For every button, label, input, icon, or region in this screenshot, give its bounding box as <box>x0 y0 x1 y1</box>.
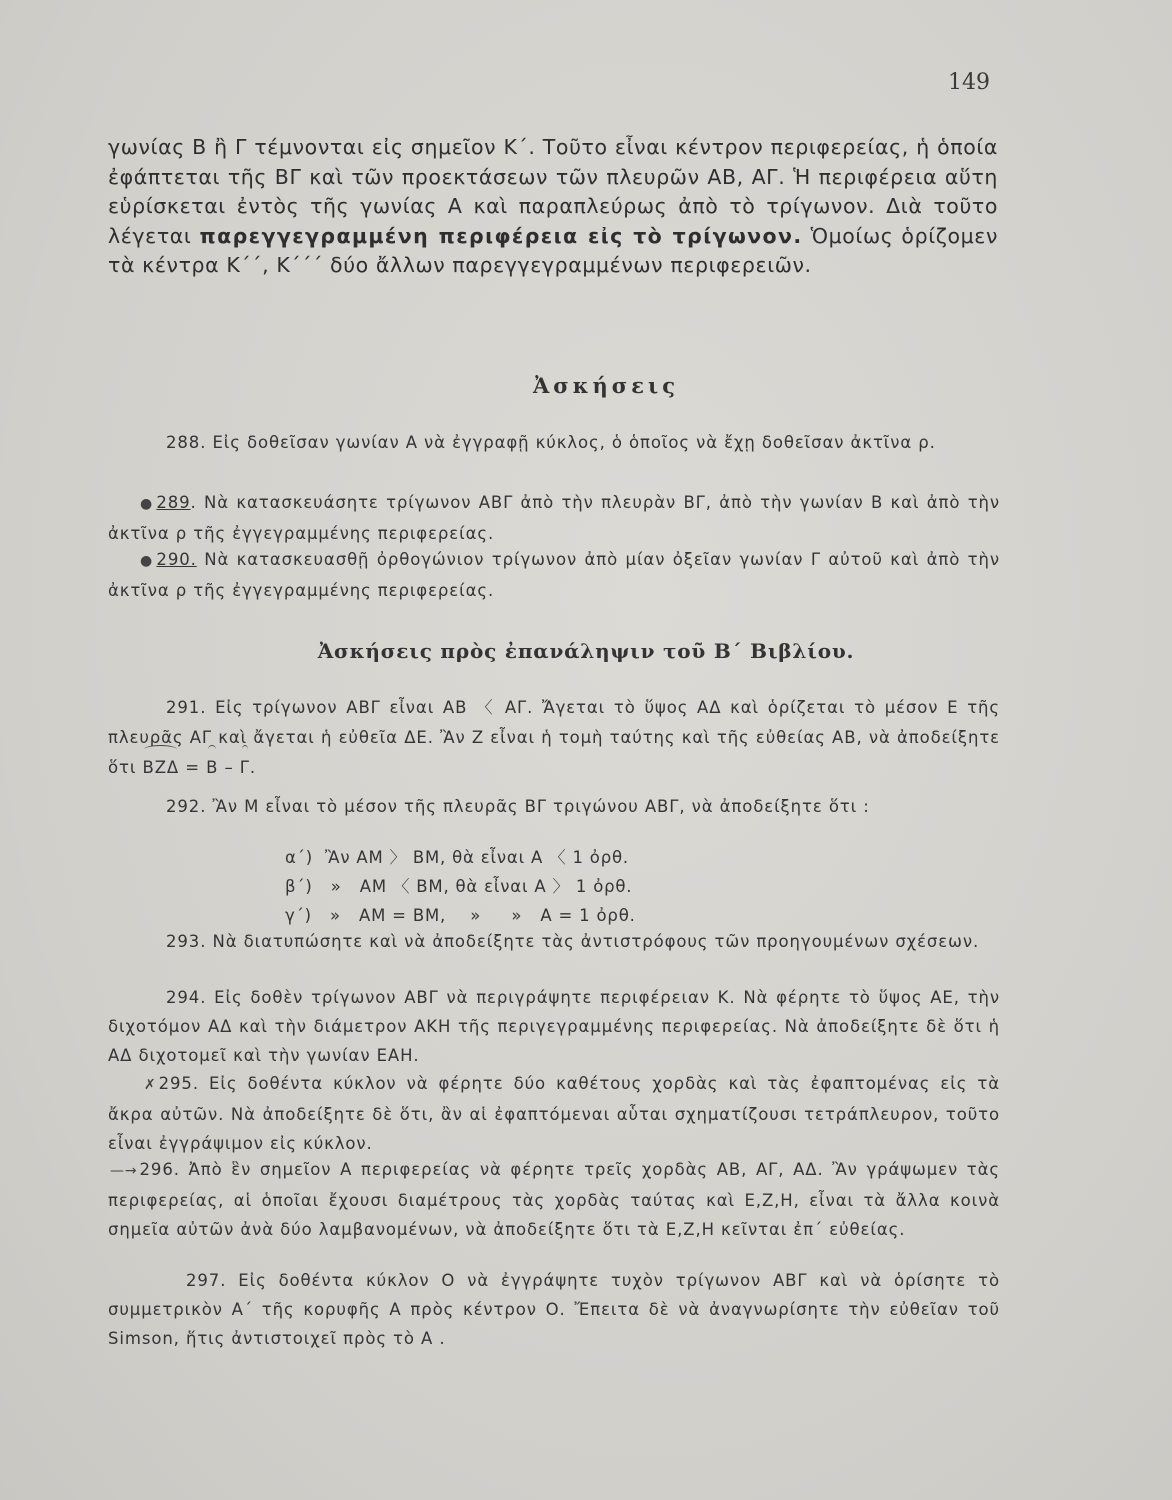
exercise-288-text: 288. Εἰς δοθεῖσαν γωνίαν Α νὰ ἐγγραφῇ κύκλος, ὁ ὁποῖος νὰ ἔχῃ δοθεῖσαν ἀκτῖνα ρ. <box>166 433 936 452</box>
angle-b: Β <box>206 753 218 783</box>
equals-sign: = <box>179 758 207 777</box>
exercise-295-text: 295. Εἰς δοθέντα κύκλον νὰ φέρητε δύο καθέτους χορδὰς καὶ τὰς ἐφαπτομένας εἰς τὰ ἄκρα αὐτῶν. Νὰ ἀποδείξητε δὲ ὅτι, ἂν αἱ ἐφαπτόμεναι αὗται σχηματίζουσι τετράπλευρον, τοῦτο εἶναι ἐγγράψιμον εἰς κύκλον. <box>108 1074 1000 1154</box>
exercise-294-text: 294. Εἰς δοθὲν τρίγωνον ΑΒΓ νὰ περιγράψητε περιφέρειαν Κ. Νὰ φέρητε τὸ ὕψος ΑΕ, τὴν διχοτόμον ΑΔ καὶ τὴν διάμετρον ΑΚΗ τῆς περιγεγραμμένης περιφερείας. Νὰ ἀποδείξητε δὲ ὅτι ἡ ΑΔ διχοτομεῖ καὶ τὴν γωνίαν ΕΑΗ. <box>108 988 1000 1066</box>
period: . <box>249 758 257 777</box>
exercise-293-text: 293. Νὰ διατυπώσητε καὶ νὰ ἀποδείξητε τὰς ἀντιστρόφους τῶν προηγουμένων σχέσεων. <box>166 932 980 951</box>
exercise-297 <box>108 1266 1000 1354</box>
exercises-heading: Ἀσκήσεις <box>533 373 679 398</box>
exercise-289-number: 289 <box>156 493 191 512</box>
exercise-296 <box>108 1155 1000 1245</box>
intro-bold-term: παρεγγεγραμμένη περιφέρεια εἰς τὸ τρίγωνον. <box>199 223 803 248</box>
minus-sign: – <box>218 758 240 777</box>
angle-g: Γ <box>240 753 250 783</box>
intro-paragraph <box>108 133 998 281</box>
case-b: β΄) » ΑΜ 〈 ΒΜ, θὰ εἶναι Α 〉 1 ὀρθ. <box>285 877 633 896</box>
case-c: γ΄) » ΑΜ = ΒΜ, » » Α = 1 ὀρθ. <box>285 906 636 925</box>
exercise-291 <box>108 693 1000 783</box>
exercise-296-text: 296. Ἀπὸ ἓν σημεῖον Α περιφερείας νὰ φέρητε τρεῖς χορδὰς ΑΒ, ΑΓ, ΑΔ. Ἂν γράψωμεν τὰς περιφερείας, αἱ ὁποῖαι ἔχουσι διαμέτρους τὰς χορδὰς ταύτας καὶ Ε,Ζ,Η, εἶναι τὰ ἄλλα κοινὰ σημεῖα αὐτῶν ἀνὰ δύο λαμβανομένων, νὰ ἀποδείξητε ὅτι τὰ Ε,Ζ,Η κεῖνται ἐπ΄ εὐθείας. <box>108 1160 1000 1240</box>
exercise-289-text: . Νὰ κατασκευάσητε τρίγωνον ΑΒΓ ἀπὸ τὴν πλευρὰν ΒΓ, ἀπὸ τὴν γωνίαν Β καὶ ἀπὸ τὴν ἀκτῖνα ρ τῆς ἐγγεγραμμένης περιφερείας. <box>108 493 1001 544</box>
review-exercises-heading: Ἀσκήσεις πρὸς ἐπανάληψιν τοῦ Β΄ Βιβλίου. <box>317 639 855 663</box>
bullet-mark-icon: ● <box>140 496 155 512</box>
exercise-292-cases <box>285 843 636 930</box>
exercise-293 <box>108 927 1000 956</box>
exercise-291-text: 291. Εἰς τρίγωνον ΑΒΓ εἶναι ΑΒ 〈 ΑΓ. Ἄγεται τὸ ὕψος ΑΔ καὶ ὁρίζεται τὸ μέσον Ε τῆς πλευρᾶς ΑΓ καὶ ἄγεται ἡ εὐθεῖα ΔΕ. Ἂν Ζ εἶναι ἡ τομὴ ταύτης καὶ τῆς εὐθείας ΑΒ, νὰ ἀποδείξητε ὅτι <box>108 698 1000 777</box>
cross-mark-icon: ✗ <box>144 1077 157 1093</box>
exercise-289 <box>108 488 1000 548</box>
exercise-290 <box>108 545 1000 605</box>
exercise-292-text: 292. Ἂν Μ εἶναι τὸ μέσον τῆς πλευρᾶς ΒΓ τριγώνου ΑΒΓ, νὰ ἀποδείξητε ὅτι : <box>166 797 870 816</box>
exercise-292 <box>108 792 1000 821</box>
exercise-297-text: 297. Εἰς δοθέντα κύκλον Ο νὰ ἐγγράψητε τυχὸν τρίγωνον ΑΒΓ καὶ νὰ ὁρίσητε τὸ συμμετρικὸν Α΄ τῆς κορυφῆς Α πρὸς κέντρον Ο. Ἔπειτα δὲ νὰ ἀναγνωρίσητε τὴν εὐθεῖαν τοῦ Simson, ἥτις ἀντιστοιχεῖ πρὸς τὸ Α . <box>108 1271 1000 1349</box>
angle-bzd: ΒΖΔ <box>142 753 179 783</box>
case-a: α΄) Ἂν ΑΜ 〉 ΒΜ, θὰ εἶναι Α 〈 1 ὀρθ. <box>285 848 629 867</box>
exercise-294 <box>108 983 1000 1071</box>
exercise-290-number: 290. <box>156 550 197 569</box>
exercise-295 <box>108 1069 1000 1159</box>
intro-text-2: Ὁμοίως ὁρίζομεν τὰ κέντρα Κ΄΄, Κ΄΄΄ δύο ἄλλων παρεγγεγραμμένων περιφερειῶν. <box>108 223 998 278</box>
intro-text-1: γωνίας Β ἢ Γ τέμνονται εἰς σημεῖον Κ΄. Τοῦτο εἶναι κέντρον περιφερείας, ἡ ὁποία ἐφάπτεται τῆς ΒΓ καὶ τῶν προεκτάσεων τῶν πλευρῶν ΑΒ, ΑΓ. Ἡ περιφέρεια αὕτη εὑρίσκεται ἐντὸς τῆς γωνίας Α καὶ παραπλεύρως ἀπὸ τὸ τρίγωνον. Διὰ τοῦτο λέγεται <box>108 135 998 248</box>
bullet-mark-icon: ● <box>140 553 155 569</box>
exercise-288 <box>108 428 1000 457</box>
exercise-290-text: Νὰ κατασκευασθῇ ὀρθογώνιον τρίγωνον ἀπὸ μίαν ὀξεῖαν γωνίαν Γ αὐτοῦ καὶ ἀπὸ τὴν ἀκτῖνα ρ τῆς ἐγγεγραμμένης περιφερείας. <box>108 550 1000 601</box>
page-number: 149 <box>948 70 990 95</box>
arrow-mark-icon: —→ <box>110 1163 138 1179</box>
